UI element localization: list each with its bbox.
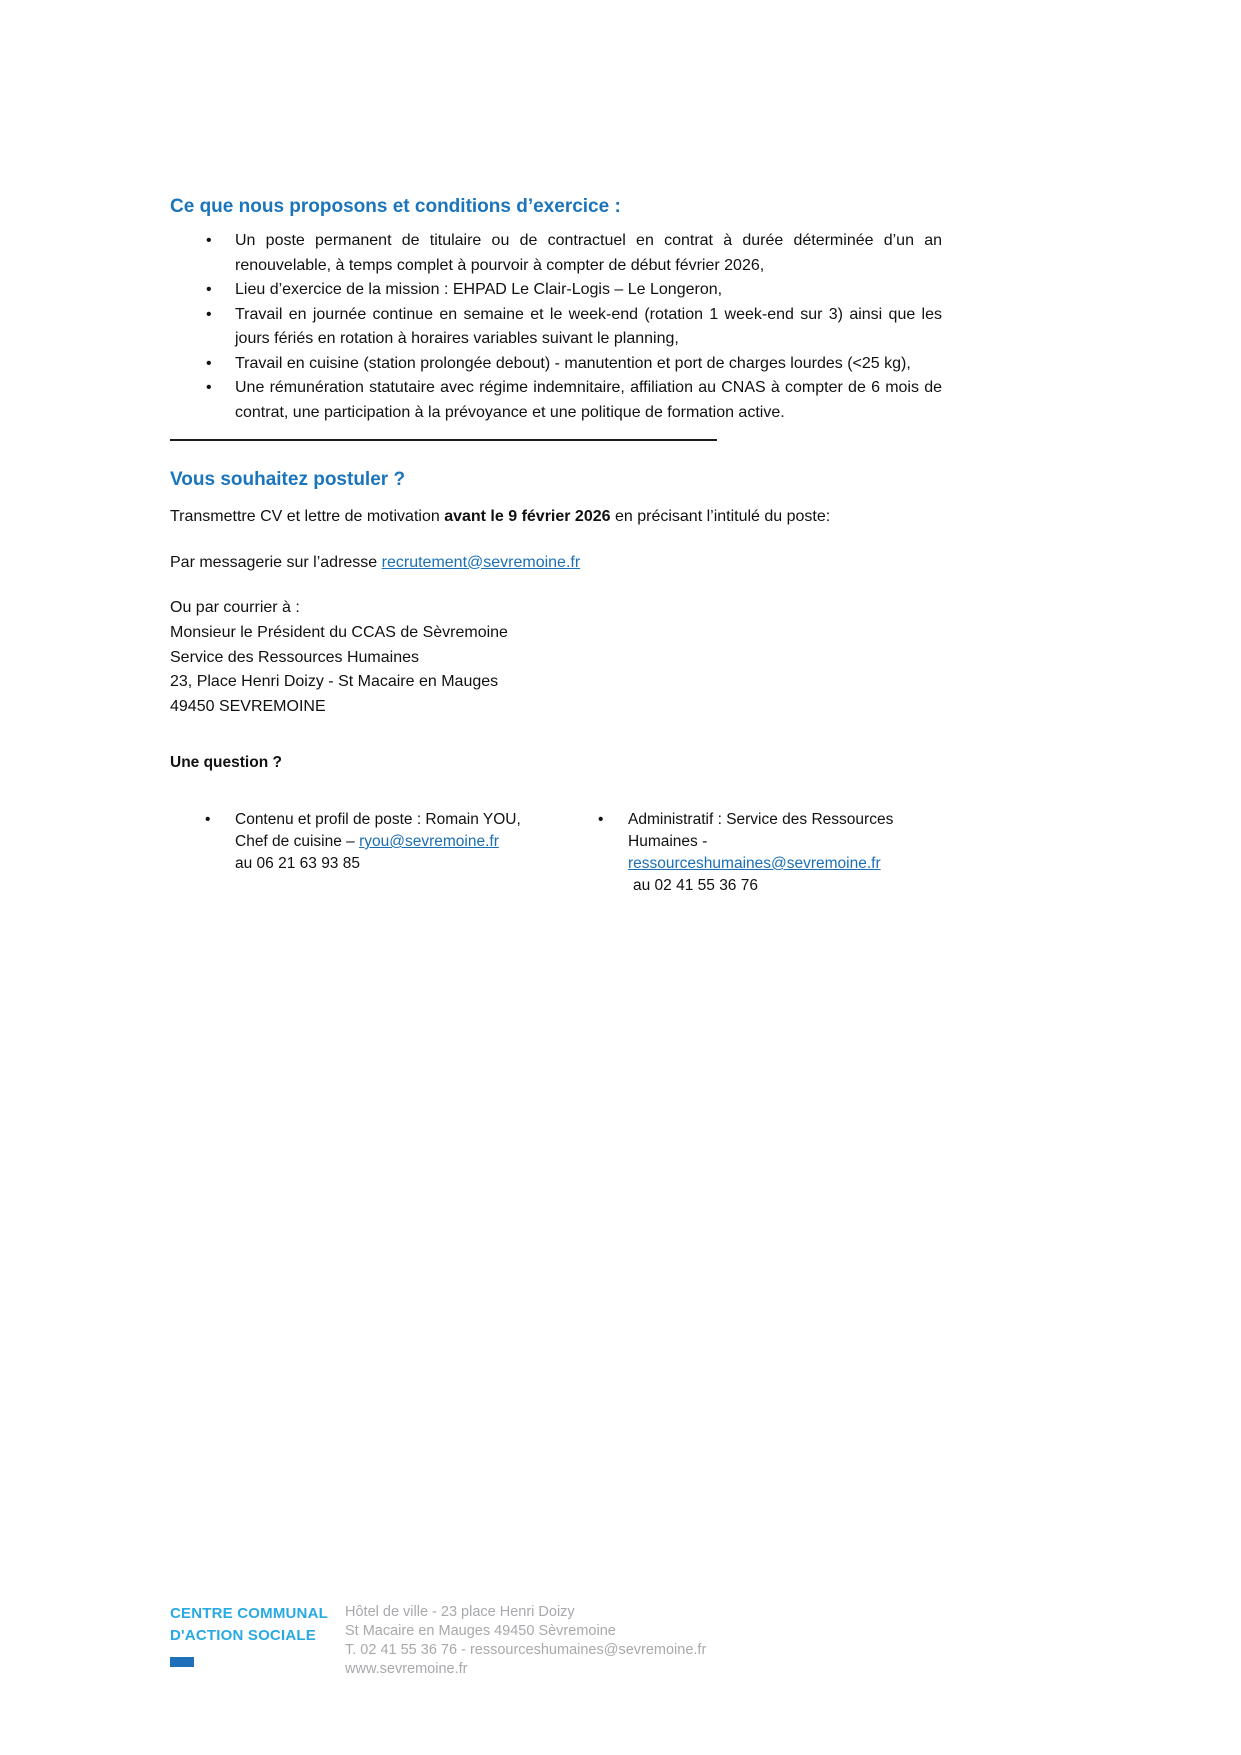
footer-address-line1: Hôtel de ville - 23 place Henri Doizy bbox=[345, 1604, 575, 1620]
contacts-columns bbox=[170, 809, 942, 897]
page-footer bbox=[170, 1603, 706, 1679]
contact-left-line3: au 06 21 63 93 85 bbox=[235, 854, 360, 872]
question-heading: Une question ? bbox=[170, 753, 282, 771]
postal-address-block bbox=[170, 596, 942, 720]
apply-email-prefix: Par messagerie sur l’adresse bbox=[170, 553, 382, 571]
offer-bullet-4: • Travail en cuisine (station prolongée debout) - manutention et port de charges lourdes (<25 kg), bbox=[170, 352, 942, 377]
contact-right-line2: Humaines - bbox=[628, 832, 708, 850]
apply-intro-text: Transmettre CV et lettre de motivation bbox=[170, 508, 445, 525]
footer-address-block bbox=[345, 1603, 706, 1679]
address-line-3: Service des Ressources Humaines bbox=[170, 648, 419, 666]
contact-left-line1: • Contenu et profil de poste : Romain YOU, bbox=[235, 810, 521, 828]
footer-address-line3: T. 02 41 55 36 76 - ressourceshumaines@sevremoine.fr bbox=[345, 1642, 707, 1658]
footer-address-line2: St Macaire en Mauges 49450 Sèvremoine bbox=[345, 1623, 616, 1639]
offer-bullet-1: • Un poste permanent de titulaire ou de contractuel en contrat à durée déterminée d’un an renouvelable, à temps complet à pourvoir à compter de début février 2026, bbox=[170, 229, 942, 278]
contact-left-line2 bbox=[235, 831, 598, 853]
footer-website-line: www.sevremoine.fr bbox=[345, 1661, 468, 1677]
offer-bullet-2: • Lieu d’exercice de la mission : EHPAD Le Clair-Logis – Le Longeron, bbox=[170, 278, 942, 303]
apply-deadline: avant le 9 février 2026 bbox=[444, 508, 611, 525]
offer-bullet-list bbox=[170, 229, 942, 425]
apply-email-paragraph bbox=[170, 551, 942, 576]
section-heading-apply: Vous souhaitez postuler ? bbox=[170, 469, 406, 490]
contact-right-line3: au 02 41 55 36 76 bbox=[633, 876, 758, 894]
address-line-4: 23, Place Henri Doizy - St Macaire en Mauges bbox=[170, 673, 499, 691]
apply-intro-paragraph bbox=[170, 505, 942, 530]
contact-item-content bbox=[170, 809, 598, 875]
address-line-5: 49450 SEVREMOINE bbox=[170, 698, 326, 716]
offer-bullet-3: • Travail en journée continue en semaine et le week-end (rotation 1 week-end sur 3) ainsi que les jours fériés en rotation à horaires variables suivant le planning, bbox=[170, 303, 942, 352]
contact-column-left bbox=[170, 809, 598, 897]
contact-right-link-line bbox=[628, 853, 928, 875]
ccas-logo-line2: D'ACTION SOCIALE bbox=[170, 1626, 316, 1644]
document-body bbox=[170, 194, 942, 897]
contact-column-right bbox=[598, 809, 928, 897]
address-line-2: Monsieur le Président du CCAS de Sèvremoine bbox=[170, 623, 508, 641]
ccas-logo-line1: CENTRE COMMUNAL bbox=[170, 1605, 328, 1622]
contact-left-line2-prefix: Chef de cuisine – bbox=[235, 832, 360, 850]
contact-right-line1: • Administratif : Service des Ressources bbox=[628, 810, 894, 828]
apply-intro-tail: en précisant l’intitulé du poste: bbox=[610, 508, 831, 525]
offer-bullet-5: • Une rémunération statutaire avec régime indemnitaire, affiliation au CNAS à compter de 6 mois de contrat, une participation à la prévoyance et une politique de formation active. bbox=[170, 376, 942, 425]
address-line-1: Ou par courrier à : bbox=[170, 599, 300, 616]
recruitment-email-link[interactable]: recrutement@sevremoine.fr bbox=[381, 553, 581, 571]
ccas-logo bbox=[170, 1603, 345, 1679]
section-heading-offer: Ce que nous proposons et conditions d’exercice : bbox=[170, 196, 621, 217]
horizontal-divider bbox=[170, 439, 717, 441]
chef-email-link[interactable]: ryou@sevremoine.fr bbox=[359, 832, 499, 850]
hr-email-link[interactable]: ressourceshumaines@sevremoine.fr bbox=[628, 854, 881, 872]
ccas-logo-mark bbox=[170, 1657, 194, 1667]
contact-item-admin bbox=[598, 809, 928, 897]
